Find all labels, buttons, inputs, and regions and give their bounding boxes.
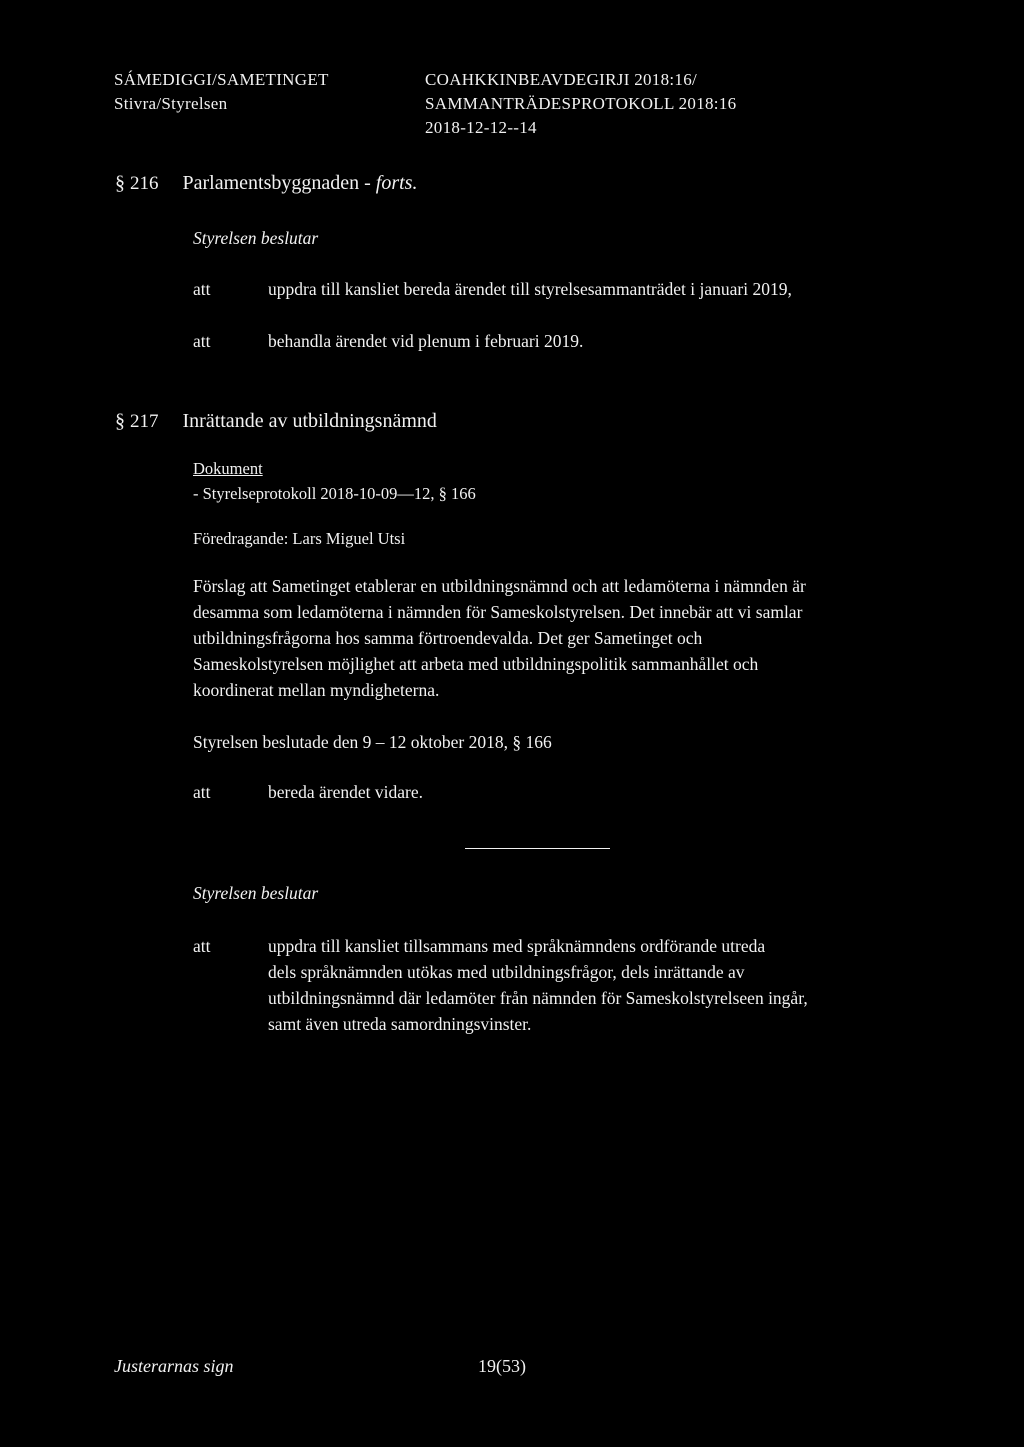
proposal-line: desamma som ledamöterna i nämnden för Sameskolstyrelsen. Det innebär att vi samlar <box>193 602 803 622</box>
section-number: 217 <box>130 411 159 432</box>
decision-heading-217: Styrelsen beslutar <box>193 883 319 903</box>
att-label: att <box>193 279 211 299</box>
decision-line: dels språknämnden utökas med utbildningsfrågor, dels inrättande av <box>268 962 745 982</box>
section-title: Inrättande av utbildningsnämnd <box>182 410 437 432</box>
decision-line: uppdra till kansliet tillsammans med språknämndens ordförande utreda <box>268 936 766 956</box>
earlier-decision: Styrelsen beslutade den 9 – 12 oktober 2018, § 166 <box>193 732 552 752</box>
section-title-continued: forts. <box>375 172 418 194</box>
header-org: SÁMEDIGGI/SAMETINGET <box>114 70 329 89</box>
att-label: att <box>193 936 211 956</box>
separator-line <box>465 848 610 849</box>
section-number: 216 <box>130 173 159 194</box>
decision-item-216-1: uppdra till kansliet bereda ärendet till styrelsesammanträdet i januari 2019, <box>268 279 792 299</box>
footer-sign-label: Justerarnas sign <box>114 1356 234 1376</box>
proposal-line: Förslag att Sametinget etablerar en utbildningsnämnd och att ledamöterna i nämnden är <box>193 576 806 596</box>
earlier-decision-item: bereda ärendet vidare. <box>268 782 423 802</box>
presenter: Föredragande: Lars Miguel Utsi <box>193 529 406 548</box>
proposal-line: Sameskolstyrelsen möjlighet att arbeta med utbildningspolitik sammanhållet och <box>193 654 759 674</box>
document-item: - Styrelseprotokoll 2018-10-09—12, § 166 <box>193 484 476 503</box>
section-title: Parlamentsbyggnaden - <box>182 172 371 194</box>
header-date: 2018-12-12--14 <box>425 118 537 137</box>
decision-item-216-2: behandla ärendet vid plenum i februari 2019. <box>268 331 584 351</box>
section-symbol: § <box>115 410 125 432</box>
att-label: att <box>193 782 211 802</box>
section-216-heading <box>115 170 417 197</box>
document-heading: Dokument <box>193 459 263 478</box>
proposal-line: koordinerat mellan myndigheterna. <box>193 680 440 700</box>
footer-page-number: 19(53) <box>478 1356 526 1376</box>
decision-line: samt även utreda samordningsvinster. <box>268 1014 532 1034</box>
header-ref: COAHKKINBEAVDEGIRJI 2018:16/ <box>425 70 698 89</box>
att-label: att <box>193 331 211 351</box>
header-protocol: SAMMANTRÄDESPROTOKOLL 2018:16 <box>425 94 737 113</box>
section-symbol: § <box>115 172 125 194</box>
header-unit: Stivra/Styrelsen <box>114 94 228 113</box>
section-217-heading <box>115 408 437 435</box>
proposal-line: utbildningsfrågorna hos samma förtroendevalda. Det ger Sametinget och <box>193 628 703 648</box>
decision-heading-216: Styrelsen beslutar <box>193 228 319 248</box>
decision-line: utbildningsnämnd där ledamöter från nämnden för Sameskolstyrelseen ingår, <box>268 988 808 1008</box>
